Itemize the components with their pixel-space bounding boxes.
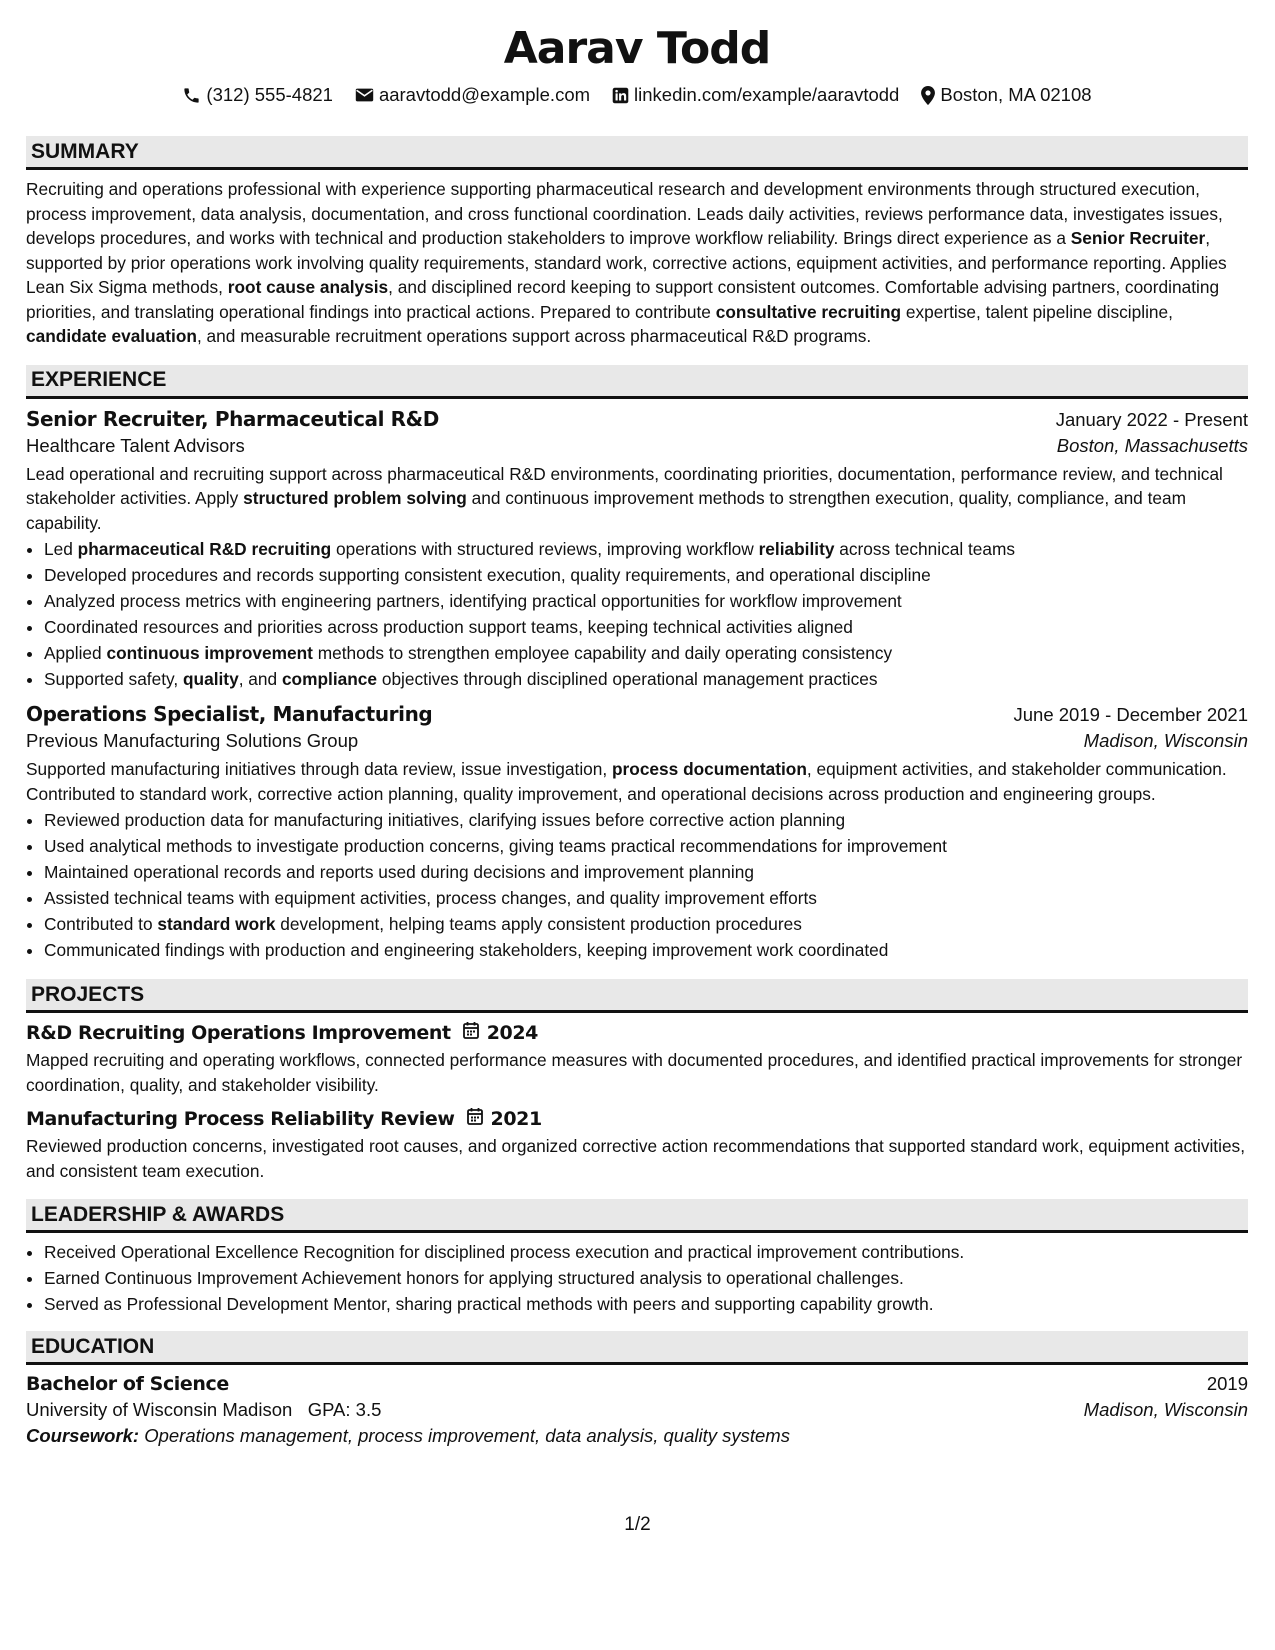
- phone-icon: [182, 86, 201, 105]
- bold-keyword: candidate evaluation: [26, 326, 197, 346]
- text-segment: Developed procedures and records supporting consistent execution, quality requirements, and operational discipline: [44, 565, 931, 585]
- job-entry: [26, 407, 1248, 693]
- contact-location: [921, 84, 1091, 106]
- list-item: [44, 885, 1248, 911]
- text-segment: operations with structured reviews, improving workflow: [331, 539, 759, 559]
- text-segment: Reviewed production data for manufacturing initiatives, clarifying issues before corrective action planning: [44, 810, 846, 830]
- section-heading: PROJECTS: [26, 979, 1248, 1013]
- job-dates: June 2019 - December 2021: [1013, 704, 1248, 725]
- leadership-section: [26, 1199, 1248, 1317]
- text-segment: Maintained operational records and reports used during decisions and improvement planning: [44, 862, 754, 882]
- map-pin-icon: [921, 86, 935, 105]
- text-segment: development, helping teams apply consistent production procedures: [275, 914, 802, 934]
- job-description: [26, 462, 1248, 536]
- bold-keyword: process documentation: [611, 759, 807, 779]
- text-segment: , supported by prior operations work involving quality requirements, standard work, corrective actions, equipment activities, and performance reporting. Applies Lean Six Sigma methods,: [26, 228, 1227, 297]
- leadership-list: [26, 1239, 1248, 1317]
- text-segment: Assisted technical teams with equipment activities, process changes, and quality improvement efforts: [44, 888, 817, 908]
- list-item: • Received Operational Excellence Recognition for disciplined process execution and practical improvement contributions.: [44, 1239, 1248, 1265]
- list-item: [44, 536, 1248, 562]
- school-name: University of Wisconsin Madison: [26, 1399, 293, 1420]
- job-company: Previous Manufacturing Solutions Group: [26, 730, 359, 751]
- contact-email[interactable]: [355, 84, 590, 106]
- job-title: Operations Specialist, Manufacturing: [26, 702, 433, 726]
- text-segment: Recruiting and operations professional with experience supporting pharmaceutical research and development environments through structured execution, process improvement, data analysis, documentation, and cross functional coordination. Leads daily activities, reviews performance data, investigates issues, develops procedures, and works with technical and production stakeholders to improve workflow reliability. Brings direct experience as a: [26, 179, 1223, 248]
- projects-section: [26, 979, 1248, 1183]
- envelope-icon: [355, 87, 374, 103]
- bold-keyword: consultative recruiting: [715, 301, 902, 322]
- text-segment: Led: [44, 539, 78, 559]
- job-bullets: [26, 807, 1248, 963]
- linkedin-text[interactable]: linkedin.com/example/aaravtodd: [634, 84, 900, 105]
- text-segment: , and: [238, 669, 282, 689]
- text-segment: across technical teams: [834, 539, 1016, 559]
- school-location: Madison, Wisconsin: [1083, 1399, 1248, 1420]
- contact-bar: [26, 82, 1248, 108]
- text-segment: Coordinated resources and priorities across production support teams, keeping technical activities aligned: [44, 617, 853, 637]
- job-title: Senior Recruiter, Pharmaceutical R&D: [26, 406, 439, 431]
- job-header: [26, 407, 1248, 431]
- list-item: [44, 666, 1248, 692]
- calendar-icon: [463, 1021, 479, 1044]
- job-bullets: [26, 536, 1248, 692]
- education-section: [26, 1331, 1248, 1447]
- contact-phone: [182, 84, 333, 106]
- bold-keyword: reliability: [758, 539, 835, 559]
- text-segment: objectives through disciplined operational management practices: [377, 669, 878, 689]
- bold-keyword: structured problem solving: [243, 488, 467, 508]
- job-company: Healthcare Talent Advisors: [26, 434, 245, 456]
- email-text[interactable]: aaravtodd@example.com: [378, 84, 591, 105]
- list-item: • Earned Continuous Improvement Achievement honors for applying structured analysis to operational challenges.: [44, 1265, 1248, 1291]
- experience-section: [26, 365, 1248, 964]
- project-year: 2021: [490, 1107, 542, 1130]
- text-segment: Lead operational and recruiting support across pharmaceutical R&D environments, coordinating priorities, documentation, performance review, and technical stakeholder activities. Apply: [26, 463, 1223, 508]
- project-description: Mapped recruiting and operating workflows, connected performance measures with documented procedures, and identified practical improvements for stronger coordination, quality, and stakeholder visibility.: [26, 1050, 1243, 1095]
- text-segment: , and measurable recruitment operations support across pharmaceutical R&D programs.: [196, 326, 872, 346]
- contact-linkedin[interactable]: [612, 84, 899, 106]
- list-item: [44, 911, 1248, 937]
- project-entry: [26, 1107, 1248, 1183]
- page-number: 1/2: [624, 1514, 651, 1535]
- coursework-label: Coursework:: [26, 1425, 140, 1446]
- project-year: 2024: [486, 1021, 538, 1044]
- bold-keyword: Senior Recruiter: [1070, 228, 1206, 248]
- candidate-name: Aarav Todd: [503, 23, 771, 74]
- list-item: [44, 640, 1248, 666]
- degree: Bachelor of Science: [26, 1373, 229, 1395]
- list-item: • Served as Professional Development Mentor, sharing practical methods with peers and supporting capability growth.: [44, 1291, 1248, 1317]
- job-location: Madison, Wisconsin: [1083, 730, 1248, 751]
- phone-text: (312) 555-4821: [206, 84, 333, 105]
- section-heading: SUMMARY: [26, 136, 1248, 170]
- text-segment: Communicated findings with production and engineering stakeholders, keeping improvement work coordinated: [44, 940, 889, 960]
- list-item: [44, 588, 1248, 614]
- bold-keyword: standard work: [157, 914, 276, 934]
- bold-keyword: quality: [182, 669, 239, 689]
- text-segment: expertise, talent pipeline discipline,: [901, 301, 1173, 322]
- section-heading: EXPERIENCE: [26, 365, 1248, 399]
- section-heading: EDUCATION: [26, 1331, 1248, 1365]
- calendar-icon: [467, 1107, 483, 1130]
- text-segment: Contributed to: [44, 914, 158, 934]
- job-entry: [26, 702, 1248, 963]
- resume-page: [26, 0, 1248, 1447]
- project-year-wrap: [467, 1107, 542, 1130]
- summary-section: [26, 136, 1248, 349]
- school-wrap: [26, 1399, 381, 1421]
- list-item: [44, 614, 1248, 640]
- project-year-wrap: [463, 1021, 538, 1044]
- bold-keyword: continuous improvement: [106, 643, 313, 663]
- coursework-text: Operations management, process improvement, data analysis, quality systems: [144, 1425, 790, 1446]
- list-item: [44, 937, 1248, 963]
- job-subheader: [26, 730, 1248, 752]
- text-segment: , equipment activities, and stakeholder communication. Contributed to standard work, corrective action planning, quality improvement, and operational decisions across production and engineering groups.: [26, 759, 1227, 804]
- text-segment: Analyzed process metrics with engineering partners, identifying practical opportunities for workflow improvement: [44, 591, 902, 611]
- location-text: Boston, MA 02108: [940, 84, 1092, 105]
- project-title: Manufacturing Process Reliability Review: [26, 1107, 455, 1130]
- text-segment: Used analytical methods to investigate production concerns, giving teams practical recommendations for improvement: [44, 836, 947, 856]
- graduation-year: 2019: [1206, 1373, 1248, 1394]
- list-item: [44, 807, 1248, 833]
- job-location: Boston, Massachusetts: [1056, 434, 1248, 456]
- list-item: [44, 859, 1248, 885]
- linkedin-icon: [612, 87, 629, 104]
- text-segment: Supported safety,: [44, 669, 183, 689]
- project-header: [26, 1021, 1248, 1044]
- text-segment: Applied: [44, 643, 107, 663]
- list-item: [44, 833, 1248, 859]
- summary-text: [26, 177, 1248, 349]
- bold-keyword: root cause analysis: [227, 277, 389, 297]
- list-item: [44, 562, 1248, 588]
- education-subheader: [26, 1399, 1248, 1421]
- project-entry: [26, 1021, 1248, 1097]
- project-description: Reviewed production concerns, investigated root causes, and organized corrective action recommendations that supported standard work, equipment activities, and consistent team execution.: [26, 1136, 1245, 1181]
- gpa: GPA: 3.5: [307, 1399, 382, 1420]
- job-description: [26, 757, 1248, 806]
- section-heading: LEADERSHIP & AWARDS: [26, 1199, 1248, 1233]
- text-segment: and continuous improvement methods to strengthen execution, quality, compliance, and team capability.: [26, 488, 1187, 533]
- project-title: R&D Recruiting Operations Improvement: [26, 1021, 451, 1044]
- job-subheader: [26, 435, 1248, 457]
- bold-keyword: compliance: [281, 669, 378, 689]
- text-segment: methods to strengthen employee capability and daily operating consistency: [312, 643, 893, 663]
- text-segment: , and disciplined record keeping to support consistent outcomes. Comfortable advising partners, coordinating priorities, and translating operational findings into practical actions. Prepared to contribute: [26, 277, 1220, 322]
- education-header: [26, 1373, 1248, 1395]
- bold-keyword: pharmaceutical R&D recruiting: [77, 539, 332, 559]
- job-dates: January 2022 - Present: [1055, 408, 1248, 430]
- project-header: [26, 1107, 1248, 1130]
- text-segment: Supported manufacturing initiatives through data review, issue investigation,: [26, 759, 612, 779]
- job-header: [26, 702, 1248, 726]
- coursework-line: [26, 1425, 1248, 1447]
